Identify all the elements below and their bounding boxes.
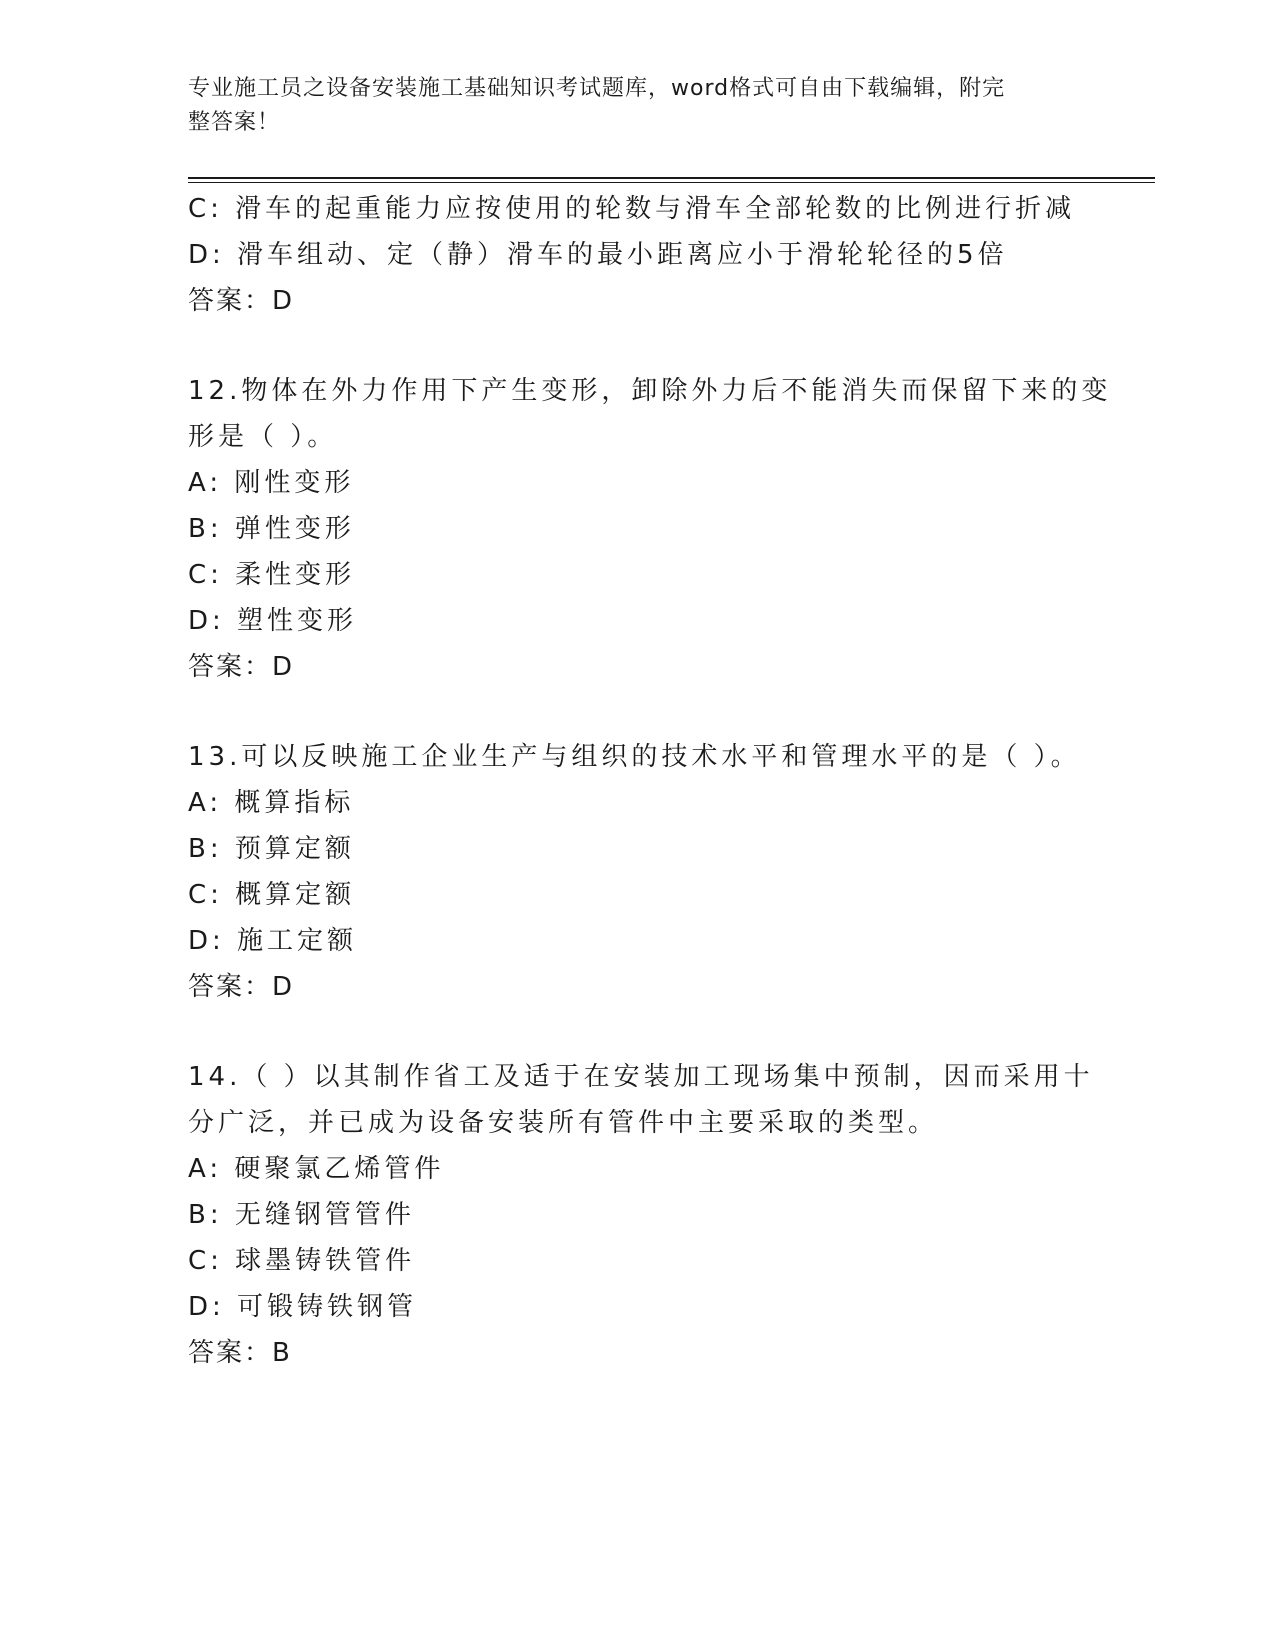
- page-header: [188, 72, 1068, 140]
- option-d: D: 可锻铸铁钢管: [188, 1292, 418, 1322]
- option-d: D: 施工定额: [188, 926, 358, 956]
- question-13: [188, 734, 1088, 1010]
- question-stem: 形是（ ）。: [188, 422, 338, 452]
- question-14: [188, 1054, 1094, 1376]
- question-12: [188, 368, 1112, 690]
- answer: 答案：D: [188, 652, 295, 682]
- document-body: [188, 186, 1112, 1376]
- question-stem: 12.物体在外力作用下产生变形，卸除外力后不能消失而保留下来的变: [188, 376, 1112, 406]
- question-stem: 分广泛，并已成为设备安装所有管件中主要采取的类型。: [188, 1108, 939, 1138]
- answer: 答案：D: [188, 972, 295, 1002]
- option-d: D: 塑性变形: [188, 606, 358, 636]
- option-c: C: 柔性变形: [188, 560, 356, 590]
- option-b: B: 弹性变形: [188, 514, 355, 544]
- option-d: D: 滑车组动、定（静）滑车的最小距离应小于滑轮轮径的5倍: [188, 240, 1008, 270]
- option-b: B: 预算定额: [188, 834, 355, 864]
- option-b: B: 无缝钢管管件: [188, 1200, 415, 1230]
- option-a: A: 刚性变形: [188, 468, 355, 498]
- question-stem: 14.（ ）以其制作省工及适于在安装加工现场集中预制，因而采用十: [188, 1062, 1094, 1092]
- header-line-2: 整答案！: [188, 110, 281, 135]
- question-stem: 13.可以反映施工企业生产与组织的技术水平和管理水平的是（ ）。: [188, 742, 1081, 772]
- header-line-1: 专业施工员之设备安装施工基础知识考试题库，word格式可自由下载编辑，附完: [188, 76, 1006, 101]
- option-c: C: 概算定额: [188, 880, 356, 910]
- option-a: A: 概算指标: [188, 788, 355, 818]
- question-11-continued: [188, 186, 1088, 324]
- answer: 答案：D: [188, 286, 295, 316]
- option-c: C: 球墨铸铁管件: [188, 1246, 416, 1276]
- header-divider-thick: [188, 177, 1155, 179]
- answer: 答案：B: [188, 1338, 292, 1368]
- header-divider-thin: [188, 182, 1155, 183]
- option-c: C: 滑车的起重能力应按使用的轮数与滑车全部轮数的比例进行折减: [188, 194, 1076, 224]
- option-a: A: 硬聚氯乙烯管件: [188, 1154, 445, 1184]
